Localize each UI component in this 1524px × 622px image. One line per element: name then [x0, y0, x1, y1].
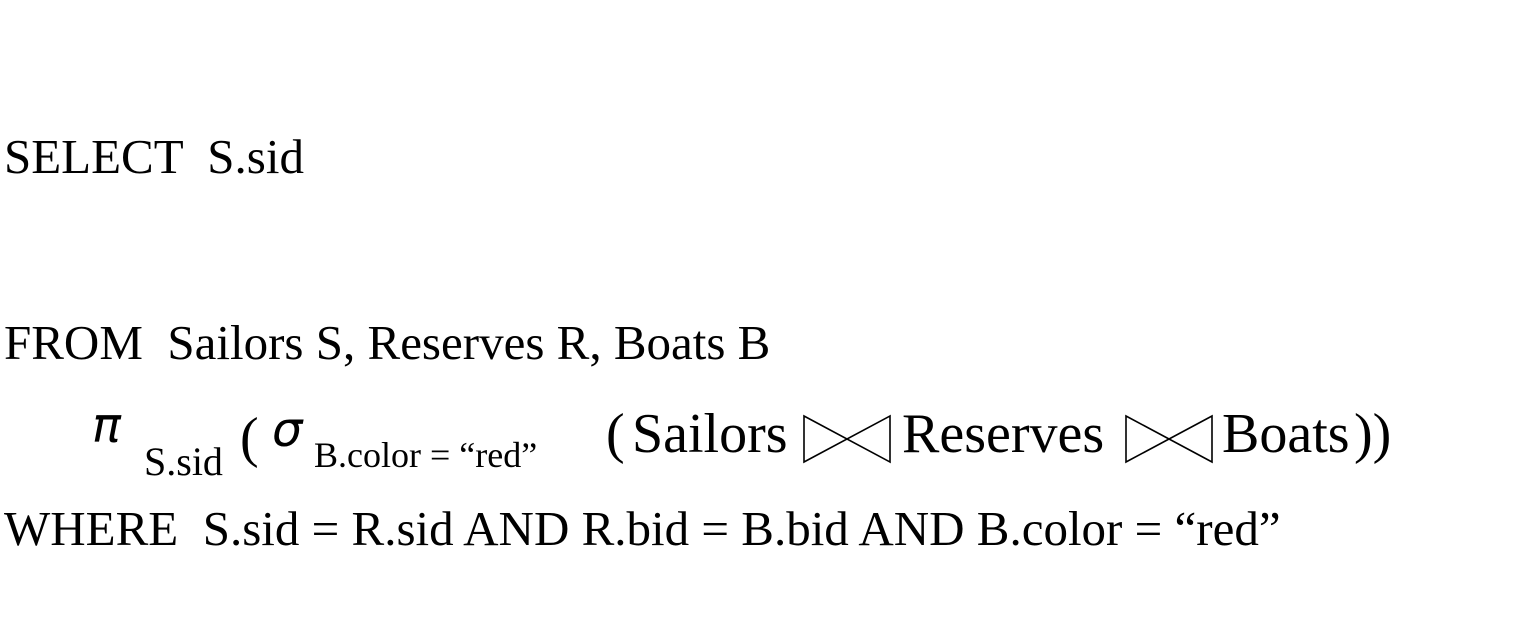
selection-symbol: σ	[272, 402, 303, 458]
natural-join-icon	[1124, 414, 1214, 464]
relation-boats: Boats	[1222, 403, 1350, 465]
select-keyword: SELECT	[4, 129, 183, 184]
projection-attribute: S.sid	[144, 439, 223, 484]
open-paren-outer: (	[240, 407, 259, 469]
projection-symbol: π	[92, 398, 121, 454]
select-clause	[4, 126, 1281, 188]
selection-condition: B.color = “red”	[314, 435, 538, 475]
where-clause	[4, 498, 1281, 560]
where-expression: S.sid = R.sid AND R.bid = B.bid AND B.color = “red”	[202, 501, 1281, 556]
open-paren-inner: (	[606, 403, 625, 465]
close-parens: ))	[1354, 403, 1392, 465]
from-keyword: FROM	[4, 315, 143, 370]
from-expression: Sailors S, Reserves R, Boats B	[167, 315, 771, 370]
relation-sailors: Sailors	[632, 403, 788, 465]
sql-query	[4, 2, 1281, 622]
from-clause	[4, 312, 1281, 374]
select-expression: S.sid	[207, 129, 304, 184]
relation-reserves: Reserves	[902, 403, 1105, 465]
relational-algebra-expression	[92, 392, 1492, 492]
natural-join-icon	[802, 414, 892, 464]
where-keyword: WHERE	[4, 501, 179, 556]
